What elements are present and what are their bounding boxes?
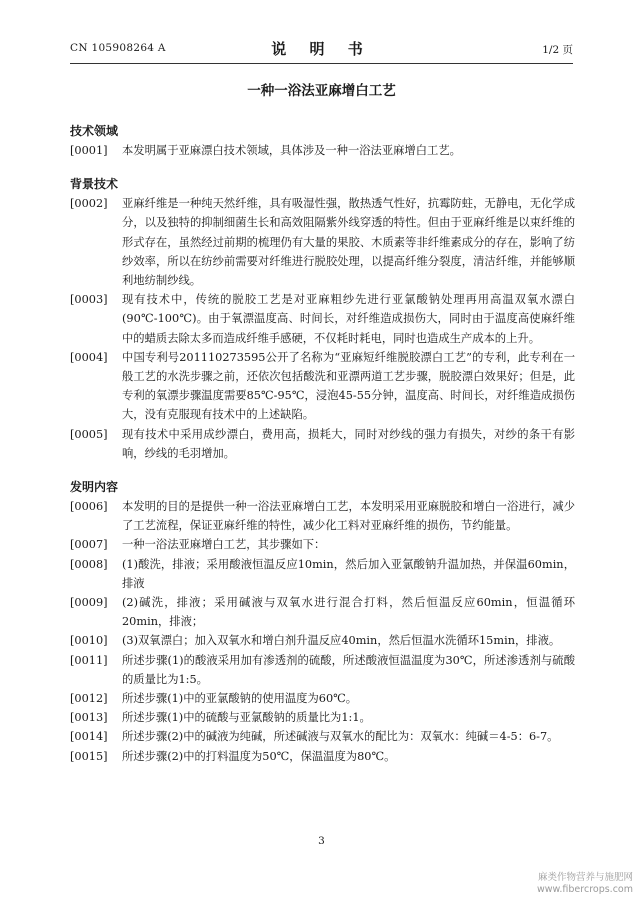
paragraph-number: [0009] (70, 596, 108, 610)
paragraph (70, 689, 575, 708)
paragraph-number: [0012] (70, 692, 108, 706)
paragraph-number: [0015] (70, 749, 108, 763)
paragraph (70, 535, 575, 554)
paragraph (70, 651, 575, 689)
watermark-url: www.fibercrops.com (536, 884, 633, 895)
paragraph (70, 141, 575, 160)
document-body (70, 122, 575, 766)
header-divider (70, 63, 573, 64)
paragraph (70, 348, 575, 425)
paragraph-text: 现有技术中采用成纱漂白，费用高，损耗大，同时对纱线的强力有损失，对纱的条干有影响，纱线的毛羽增加。 (122, 427, 575, 460)
section-heading: 发明内容 (70, 480, 119, 495)
watermark-site-name: 麻类作物营养与施肥网 (537, 872, 633, 883)
paragraph-number: [0005] (70, 427, 108, 441)
paragraph-text: 本发明属于亚麻漂白技术领域，具体涉及一种一浴法亚麻增白工艺。 (122, 144, 461, 157)
paragraph (70, 290, 575, 348)
document-title: 一种一浴法亚麻增白工艺 (247, 83, 396, 99)
paragraph-text: 所述步骤(1)中的硫酸与亚氯酸钠的质量比为1:1。 (122, 711, 371, 725)
paragraph (70, 497, 575, 535)
paragraph-text: 所述步骤(1)的酸液采用加有渗透剂的硫酸，所述酸液恒温温度为30℃，所述渗透剂与硫酸的质量比为1:5。 (122, 653, 575, 686)
paragraph (70, 727, 575, 746)
paragraph-text: (1)酸洗，排液；采用酸液恒温反应10min，然后加入亚氯酸钠升温加热，并保温60min，排液 (122, 557, 575, 590)
page-info: 1/2 页 (542, 44, 573, 56)
paragraph-number: [0006] (70, 500, 108, 514)
paragraph (70, 631, 575, 650)
paragraph-text: (3)双氧漂白；加入双氧水和增白剂升温反应40min，然后恒温水洗循环15min，排液。 (122, 634, 561, 648)
paragraph-number: [0011] (70, 653, 108, 667)
paragraph-number: [0004] (70, 350, 108, 364)
paragraph (70, 425, 575, 463)
paragraph-text: 亚麻纤维是一种纯天然纤维，具有吸湿性强，散热透气性好，抗霉防蛀，无静电，无化学成分，以及独特的抑制细菌生长和高效阻隔紫外线穿透的特性。但由于亚麻纤维是以束纤维的形式存在，虽然经过前期的梳理仍有大量的果胶、木质素等非纤维素成分的存在，影响了纺纱效率，所以在纺纱前需要对纤维进行脱胶处理，以提高纤维分裂度，清洁纤维，并能够顺利地纺制纱线。 (122, 197, 575, 288)
paragraph (70, 708, 575, 727)
section-invention-content (70, 478, 575, 766)
paragraph (70, 555, 575, 593)
page-header (70, 38, 573, 60)
paragraph (70, 593, 575, 631)
paragraph-text: 现有技术中，传统的脱胶工艺是对亚麻粗纱先进行亚氯酸钠处理再用高温双氧水漂白(90℃-100℃)。由于氧漂温度高、时间长，对纤维造成损伤大，同时由于温度高使麻纤维中的蜡质去除太多而造成纤维手感硬，不仅耗时耗电，同时也造成生产成本的上升。 (122, 293, 575, 345)
paragraph-text: 一种一浴法亚麻增白工艺，其步骤如下： (122, 538, 326, 552)
section-heading: 背景技术 (70, 177, 119, 192)
paragraph-text: 所述步骤(2)中的打料温度为50℃，保温温度为80℃。 (122, 749, 396, 763)
paragraph-text: (2)碱洗，排液；采用碱液与双氧水进行混合打料，然后恒温反应60min，恒温循环20min，排液； (122, 596, 575, 629)
watermark (537, 872, 633, 896)
page-number: 3 (318, 835, 325, 847)
paragraph-number: [0003] (70, 293, 108, 307)
paragraph (70, 747, 575, 766)
document-type: 说 明 书 (271, 40, 372, 58)
paragraph-text: 所述步骤(1)中的亚氯酸钠的使用温度为60℃。 (122, 692, 358, 706)
section-heading: 技术领域 (70, 124, 119, 138)
paragraph-number: [0001] (70, 144, 108, 157)
paragraph-text: 所述步骤(2)中的碱液为纯碱，所述碱液与双氧水的配比为：双氧水：纯碱＝4-5：6-7。 (122, 730, 559, 744)
paragraph (70, 194, 575, 290)
paragraph-number: [0014] (70, 730, 108, 744)
paragraph-number: [0008] (70, 557, 108, 571)
paragraph-number: [0010] (70, 634, 108, 648)
paragraph-number: [0002] (70, 197, 108, 211)
paragraph-number: [0013] (70, 711, 108, 725)
paragraph-text: 中国专利号201110273595公开了名称为“亚麻短纤维脱胶漂白工艺”的专利，此专利在一般工艺的水洗步骤之前，还依次包括酸洗和亚漂两道工艺步骤，脱胶漂白效果好；但是，此专利的氧漂步骤温度需要85℃-95℃，浸泡45-55分钟，温度高、时间长，对纤维造成损伤大，没有克服现有技术中的上述缺陷。 (122, 350, 575, 422)
paragraph-text: 本发明的目的是提供一种一浴法亚麻增白工艺，本发明采用亚麻脱胶和增白一浴进行，减少了工艺流程，保证亚麻纤维的特性，减少化工料对亚麻纤维的损伤，节约能量。 (122, 500, 575, 533)
paragraph-number: [0007] (70, 538, 108, 552)
patent-number: CN 105908264 A (70, 42, 166, 54)
section-background (70, 175, 575, 463)
section-technical-field (70, 122, 575, 160)
